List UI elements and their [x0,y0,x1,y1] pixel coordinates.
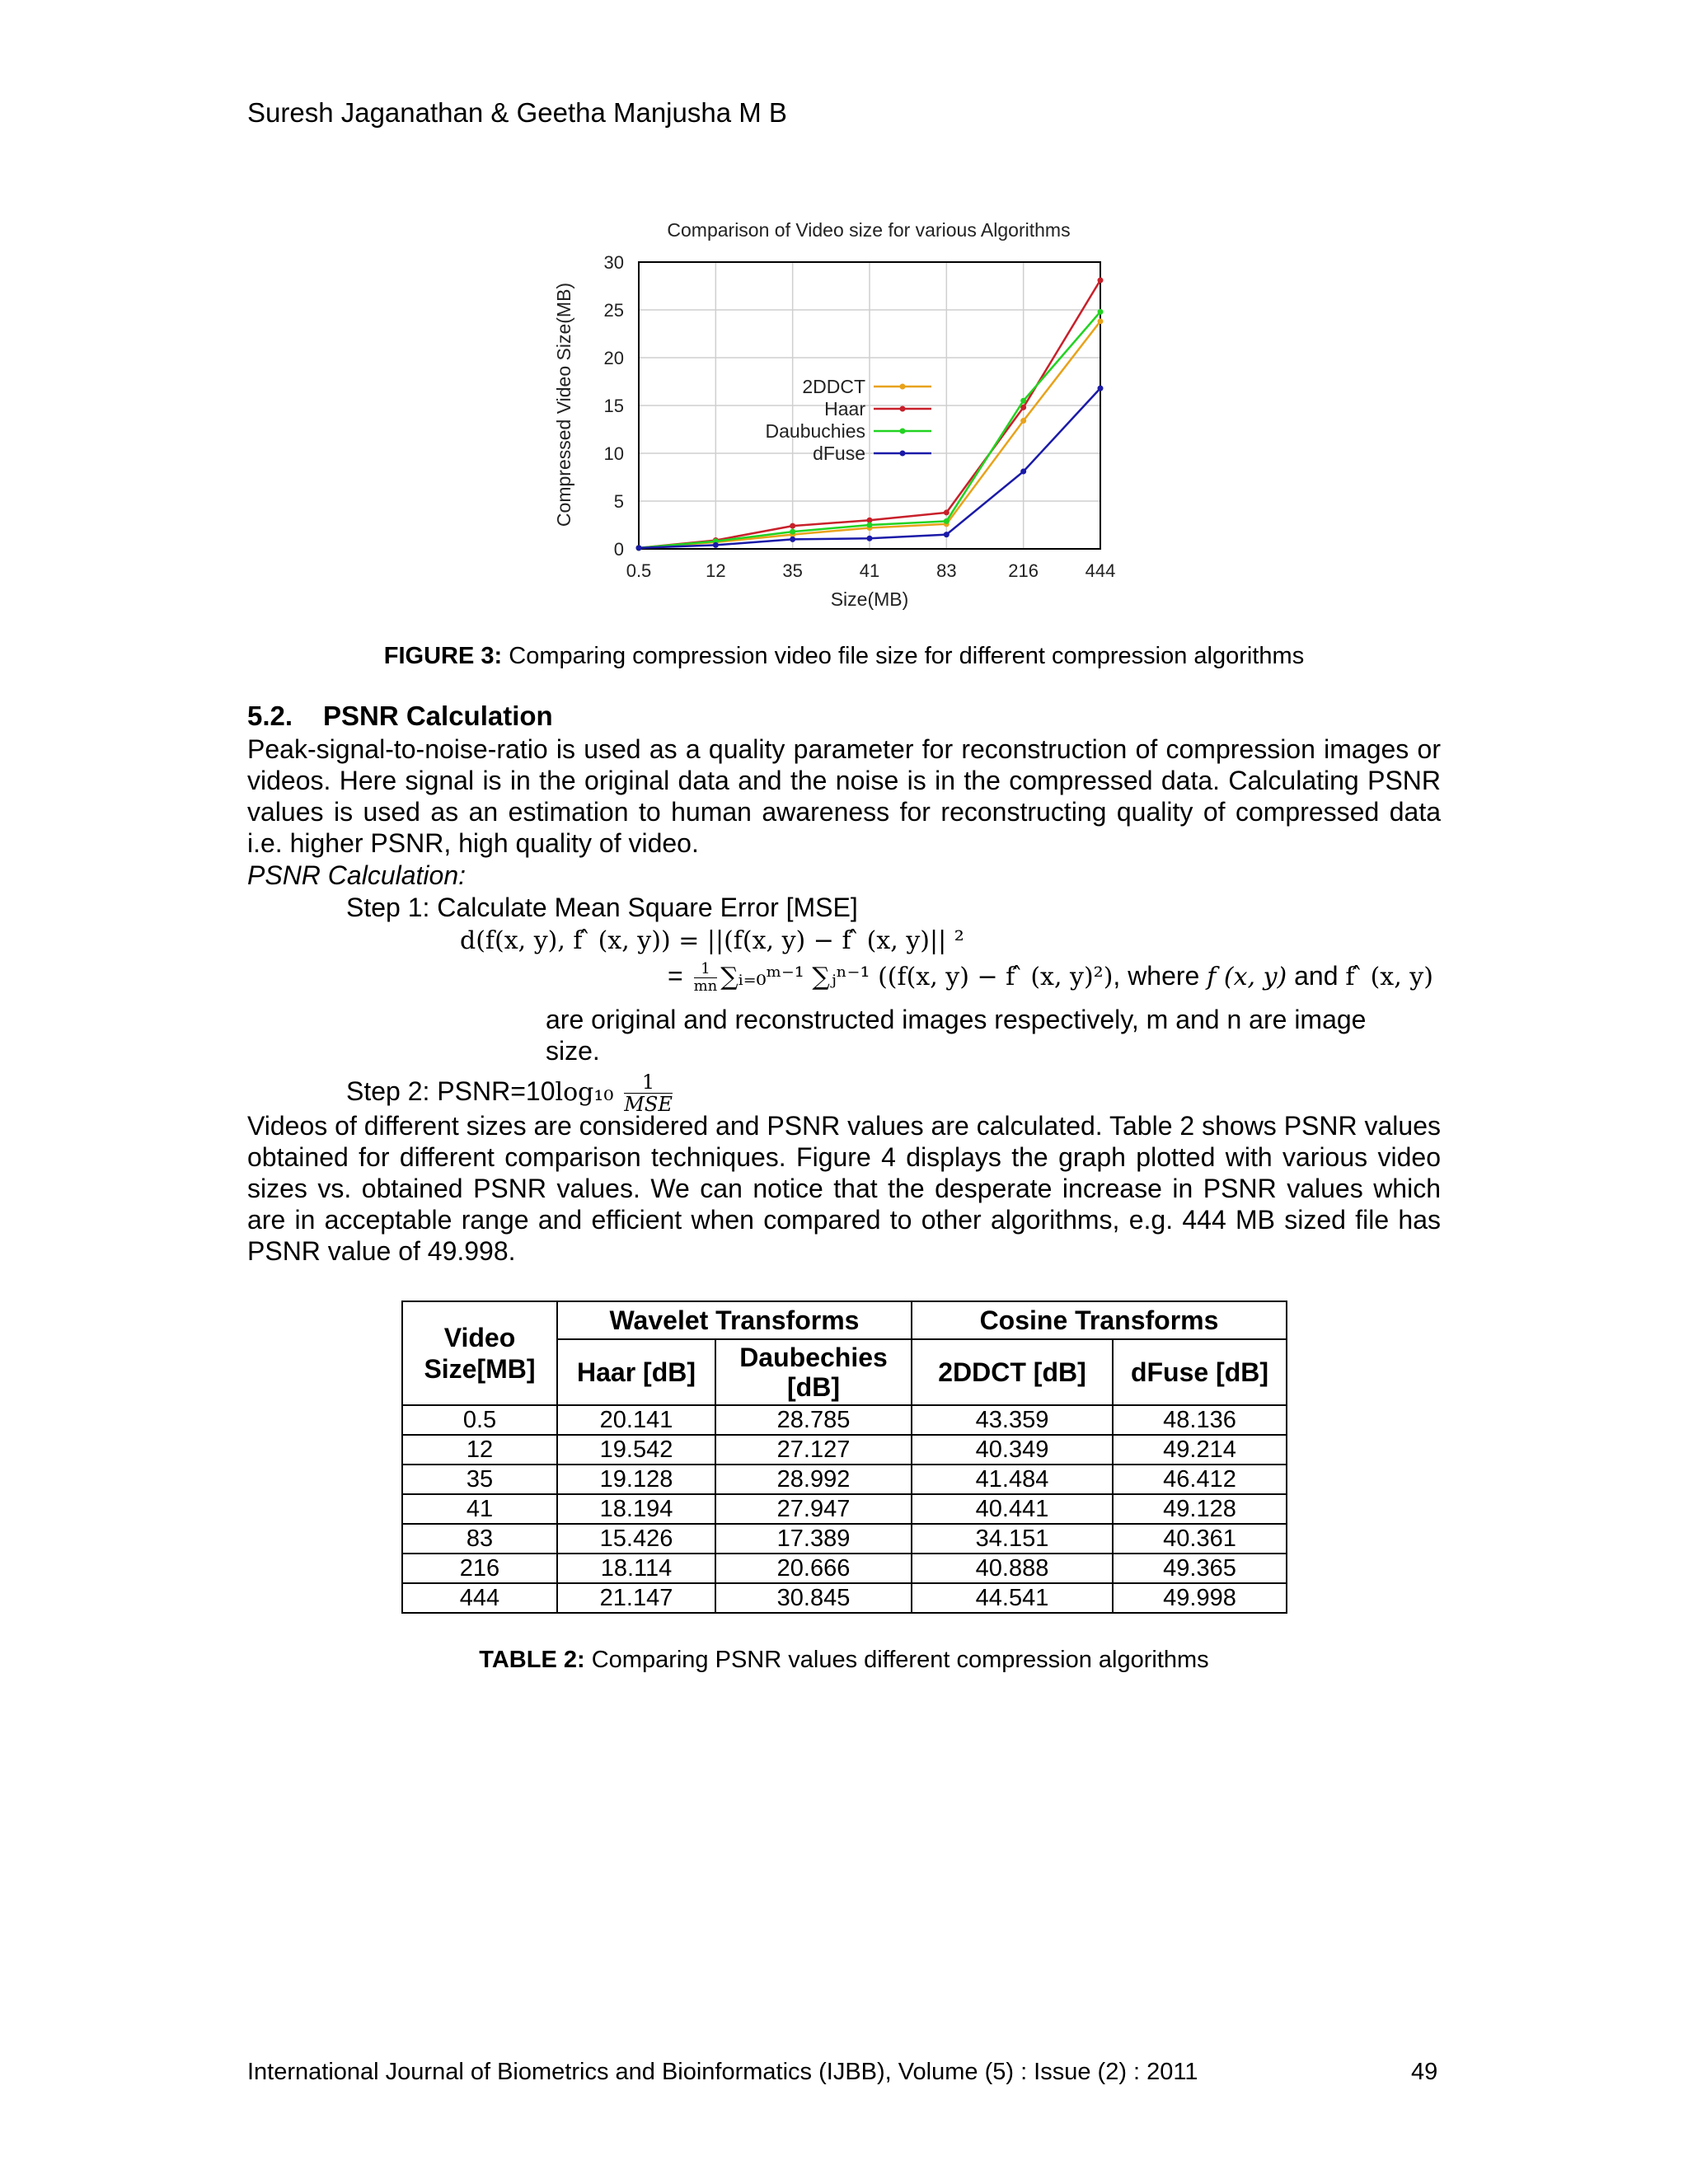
fraction-numerator: 1 [694,961,718,978]
data-point-dfuse [1020,469,1026,475]
cell-haar: 19.542 [557,1435,715,1465]
cell-haar: 19.128 [557,1465,715,1494]
legend-label: 2DDCT [802,376,865,397]
table-caption-text: Comparing PSNR values different compression algorithms [584,1647,1209,1673]
data-point-haar [1098,278,1104,284]
cell-dfuse: 46.412 [1113,1465,1287,1494]
data-point-dfuse [636,545,642,551]
data-point-dfuse [790,537,795,542]
data-point-daubuchies [867,523,873,528]
cell-dfuse: 49.998 [1113,1583,1287,1613]
cell-2ddct: 41.484 [912,1465,1113,1494]
mse-formula-line2 [668,961,1433,995]
y-tick-label: 0 [613,539,624,560]
fraction-denominator: mn [693,977,718,996]
cell-2ddct: 43.359 [912,1405,1113,1435]
formula-description: are original and reconstructed images respectively, m and n are image size. [546,1005,1367,1066]
where-word: , where [1113,961,1207,991]
data-point-2ddct [1020,418,1026,424]
table-row [402,1435,1287,1465]
header-2ddct: 2DDCT [dB] [912,1339,1113,1405]
cell-dfuse: 40.361 [1113,1524,1287,1554]
y-tick-label: 5 [613,491,624,512]
x-tick-label: 35 [782,560,803,581]
table-row [402,1524,1287,1554]
cell-haar: 21.147 [557,1583,715,1613]
section-title: PSNR Calculation [323,701,553,731]
data-point-haar [790,523,795,529]
table-row [402,1554,1287,1583]
fxy-symbol: f (x, y) [1207,963,1287,991]
cell-video-size: 0.5 [402,1405,557,1435]
cell-daubechies: 28.785 [715,1405,912,1435]
chart-y-axis-label: Compressed Video Size(MB) [553,282,574,527]
cell-haar: 15.426 [557,1524,715,1554]
header-dfuse: dFuse [dB] [1113,1339,1287,1405]
cell-dfuse: 49.365 [1113,1554,1287,1583]
table-row [402,1494,1287,1524]
mse-formula-line1: d(f(x, y), f ̂ (x, y)) = ||(f(x, y) − f ̂ (x, y)|| ² [460,926,964,955]
cell-video-size: 83 [402,1524,557,1554]
equals-sign: = [668,961,683,991]
cell-video-size: 41 [402,1494,557,1524]
data-point-dfuse [944,532,950,537]
cell-daubechies: 30.845 [715,1583,912,1613]
y-tick-label: 15 [603,396,624,416]
cell-2ddct: 40.349 [912,1435,1113,1465]
x-tick-label: 444 [1085,560,1116,581]
cell-dfuse: 49.214 [1113,1435,1287,1465]
legend-swatch-marker [900,429,906,434]
data-point-haar [944,509,950,515]
legend-label: Daubuchies [765,420,865,442]
section-number: 5.2. [247,701,293,731]
step-1: Step 1: Calculate Mean Square Error [MSE] [346,893,858,922]
chart-x-axis-label: Size(MB) [830,588,909,610]
legend-swatch-marker [900,406,906,412]
cell-daubechies: 27.127 [715,1435,912,1465]
cell-daubechies: 28.992 [715,1465,912,1494]
data-point-2ddct [1098,318,1104,324]
fraction-1-over-mn [694,961,718,995]
cell-video-size: 12 [402,1435,557,1465]
table-row [402,1465,1287,1494]
cell-haar: 20.141 [557,1405,715,1435]
y-tick-label: 10 [603,443,624,464]
table-caption-label: TABLE 2: [479,1647,585,1673]
running-header: Suresh Jaganathan & Geetha Manjusha M B [247,97,787,128]
x-tick-label: 41 [859,560,880,581]
cell-video-size: 216 [402,1554,557,1583]
cell-dfuse: 49.128 [1113,1494,1287,1524]
cell-dfuse: 48.136 [1113,1405,1287,1435]
and-word: and [1287,961,1346,991]
data-point-daubuchies [1020,398,1026,404]
line-chart [536,210,1129,622]
y-tick-label: 30 [603,252,624,273]
legend-label: Haar [824,398,865,419]
page-number: 49 [1411,2059,1438,2085]
cell-2ddct: 40.441 [912,1494,1113,1524]
header-cosine-transforms: Cosine Transforms [912,1301,1287,1339]
data-point-dfuse [1098,386,1104,391]
paragraph-results: Videos of different sizes are considered and PSNR values are calculated. Table 2 shows PSNR values obtained for different comparison techniques. Figure 4 displays the graph plotted with various video sizes vs. obtained PSNR values. We can notice that the desperate increase in PSNR values which are in acceptable range and efficient when compared to other algorithms, e.g. 444 MB sized file has PSNR value of 49.998. [247,1111,1441,1266]
y-tick-label: 20 [603,348,624,368]
x-tick-label: 0.5 [626,560,652,581]
step-2 [346,1071,676,1115]
cell-daubechies: 20.666 [715,1554,912,1583]
header-haar: Haar [dB] [557,1339,715,1405]
double-sum: ∑ᵢ₌₀ᵐ⁻¹ ∑ⱼⁿ⁻¹ ((f(x, y) − f ̂ (x, y)²) [720,963,1114,991]
legend-label: dFuse [813,443,865,464]
paragraph-intro: Peak-signal-to-noise-ratio is used as a quality parameter for reconstruction of compression images or videos. Here signal is in the original data and the noise is in the compressed data. Calculating PSNR values is used as an estimation to human awareness for reconstructing quality of compressed data i.e. higher PSNR, high quality of video. [247,734,1441,858]
header-wavelet-transforms: Wavelet Transforms [557,1301,912,1339]
figure-caption-text: Comparing compression video file size for different compression algorithms [502,643,1305,669]
data-point-dfuse [867,536,873,541]
figure-caption-label: FIGURE 3: [383,643,503,669]
y-tick-label: 25 [603,300,624,321]
data-point-daubuchies [944,518,950,524]
cell-2ddct: 40.888 [912,1554,1113,1583]
cell-video-size: 444 [402,1583,557,1613]
data-point-daubuchies [790,529,795,535]
table-group-header-row [402,1301,1287,1339]
psnr-table [401,1301,1287,1614]
header-video-size: Video Size[MB] [402,1301,557,1405]
psnr-calculation-label: PSNR Calculation: [247,860,466,890]
header-daubechies: Daubechies [dB] [715,1339,912,1405]
cell-haar: 18.114 [557,1554,715,1583]
cell-daubechies: 17.389 [715,1524,912,1554]
cell-haar: 18.194 [557,1494,715,1524]
step-2-numerator: 1 [624,1071,673,1094]
footer-journal: International Journal of Biometrics and Bioinformatics (IJBB), Volume (5) : Issue (2) : 2011 [247,2059,1198,2085]
data-point-dfuse [713,542,719,548]
fraction-1-over-mse [624,1071,673,1115]
step-2-denominator: MSE [624,1093,673,1116]
cell-daubechies: 27.947 [715,1494,912,1524]
chart-title: Comparison of Video size for various Algorithms [667,219,1071,241]
legend-swatch-marker [900,384,906,390]
x-tick-label: 83 [936,560,957,581]
table-caption [0,1647,1688,1674]
step-2-prefix: Step 2: PSNR=10 [346,1076,556,1106]
x-tick-label: 12 [706,560,726,581]
data-point-daubuchies [1098,309,1104,315]
table-row [402,1583,1287,1613]
table-row [402,1405,1287,1435]
section-heading [247,701,553,732]
cell-2ddct: 44.541 [912,1583,1113,1613]
cell-2ddct: 34.151 [912,1524,1113,1554]
figure-caption [0,643,1688,670]
log-symbol: log₁₀ [555,1077,614,1107]
legend-swatch-marker [900,451,906,457]
fhat-symbol: f ̂ (x, y) [1345,963,1433,991]
cell-video-size: 35 [402,1465,557,1494]
x-tick-label: 216 [1008,560,1039,581]
